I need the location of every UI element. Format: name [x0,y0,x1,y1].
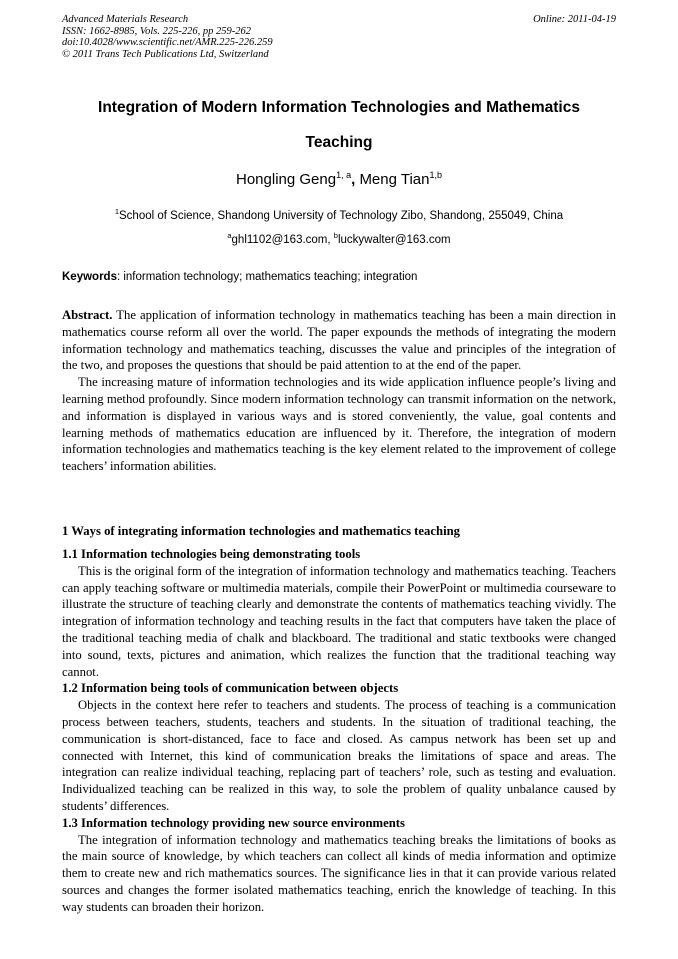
author-affiliation-marker: 1,b [429,170,442,180]
author-name: Hongling Geng [236,171,337,188]
email-separator: , [327,233,334,246]
keywords-text: : information technology; mathematics teaching; integration [116,271,418,283]
subsection-heading: 1.3 Information technology providing new source environments [62,815,405,830]
author-emails [62,228,616,248]
author-separator: , [351,171,360,188]
issn-line: ISSN: 1662-8985, Vols. 225-226, pp 259-262 [62,25,251,37]
journal-name: Advanced Materials Research [62,14,189,25]
keywords-label: Keywords [62,271,117,283]
title-line-1: Integration of Modern Information Technologies and Mathematics [98,99,580,116]
copyright-line: © 2011 Trans Tech Publications Ltd, Switzerland [62,48,269,60]
email-marker: a [227,231,232,240]
subsection-heading: 1.1 Information technologies being demonstrating tools [62,547,361,561]
author-list [62,165,616,190]
email-address: ghl1102@163.com [231,233,328,246]
subsection-paragraph: The integration of information technology and mathematics teaching breaks the limitations of books as the main source of knowledge, by which teachers can collect all kinds of media information and optimize them to create new and rich mathematics sources. The significance lies in that it can provide various related sources and changes the former isolated mathematics teaching, enrich the knowledge of teaching. In this way students can broaden their horizon. [62,832,616,914]
section-body [62,546,616,916]
doi-line: doi:10.4028/www.scientific.net/AMR.225-226.259 [62,37,273,48]
intro-paragraph: The increasing mature of information technologies and its wide application influence people’s living and learning method profoundly. Since modern information technology can transmit information on the network, and information is displayed in various ways and is stored conveniently, the value, goal contents and learning methods of mathematics education are influenced by it. Therefore, the integration of modern information technologies and mathematics teaching is the key element related to the improvement of college teachers’ information abilities. [62,375,616,474]
title-line-2: Teaching [305,134,373,151]
email-address: luckywalter@163.com [337,233,451,246]
abstract-label: Abstract. [62,308,113,322]
author-name: Meng Tian [359,171,430,188]
subsection-paragraph: This is the original form of the integration of information technology and mathematics teaching. Teachers can apply teaching software or multimedia materials, compile their PowerPoint or multimedia courseware to illustrate the structure of teaching clearly and demonstrate the contents of mathematics teaching vividly. The integration of information technology and teaching results in the fact that computers have taken the place of the traditional teaching media of chalk and blackboard. The traditional and static textbooks were changed into sound, texts, pictures and animation, which realizes the function that the traditional teaching way cannot. [62,563,616,679]
abstract-text: The application of information technology in mathematics teaching has been a main direction in mathematics course reform all over the world. The paper expounds the methods of integrating the modern information technology and mathematics teaching, discusses the value and principles of the integration of the two, and proposes the questions that should be paid attention to at the end of the paper. [62,308,616,373]
subsection-heading: 1.2 Information being tools of communication between objects [62,681,399,696]
section-heading: 1 Ways of integrating information technologies and mathematics teaching [62,524,460,538]
affiliation-marker: 1 [114,207,120,216]
keywords [62,270,616,285]
abstract [62,307,616,475]
subsection-paragraph: Objects in the context here refer to teachers and students. The process of teaching is a communication process between teachers, students, teachers and students. In the situation of traditional teaching, the communication is short-distanced, face to face and closed. As campus network has been set up and connected with Internet, this kind of communication breaks the limitations of space and areas. The integration can realize individual teaching, replacing part of teachers’ role, such as testing and evaluation. Individualized teaching can be realized in this way, to sole the problem of quality unbalance caused by students’ differences. [62,698,616,813]
journal-header [62,14,616,60]
affiliation-text: School of Science, Shandong University of Technology Zibo, Shandong, 255049, China [119,209,564,222]
affiliation [62,204,616,224]
paper-title [62,90,616,160]
author-affiliation-marker: 1, a [336,170,352,180]
abstract-paragraph [62,307,616,374]
online-date: Online: 2011-04-19 [533,14,616,25]
email-marker: b [333,231,338,240]
